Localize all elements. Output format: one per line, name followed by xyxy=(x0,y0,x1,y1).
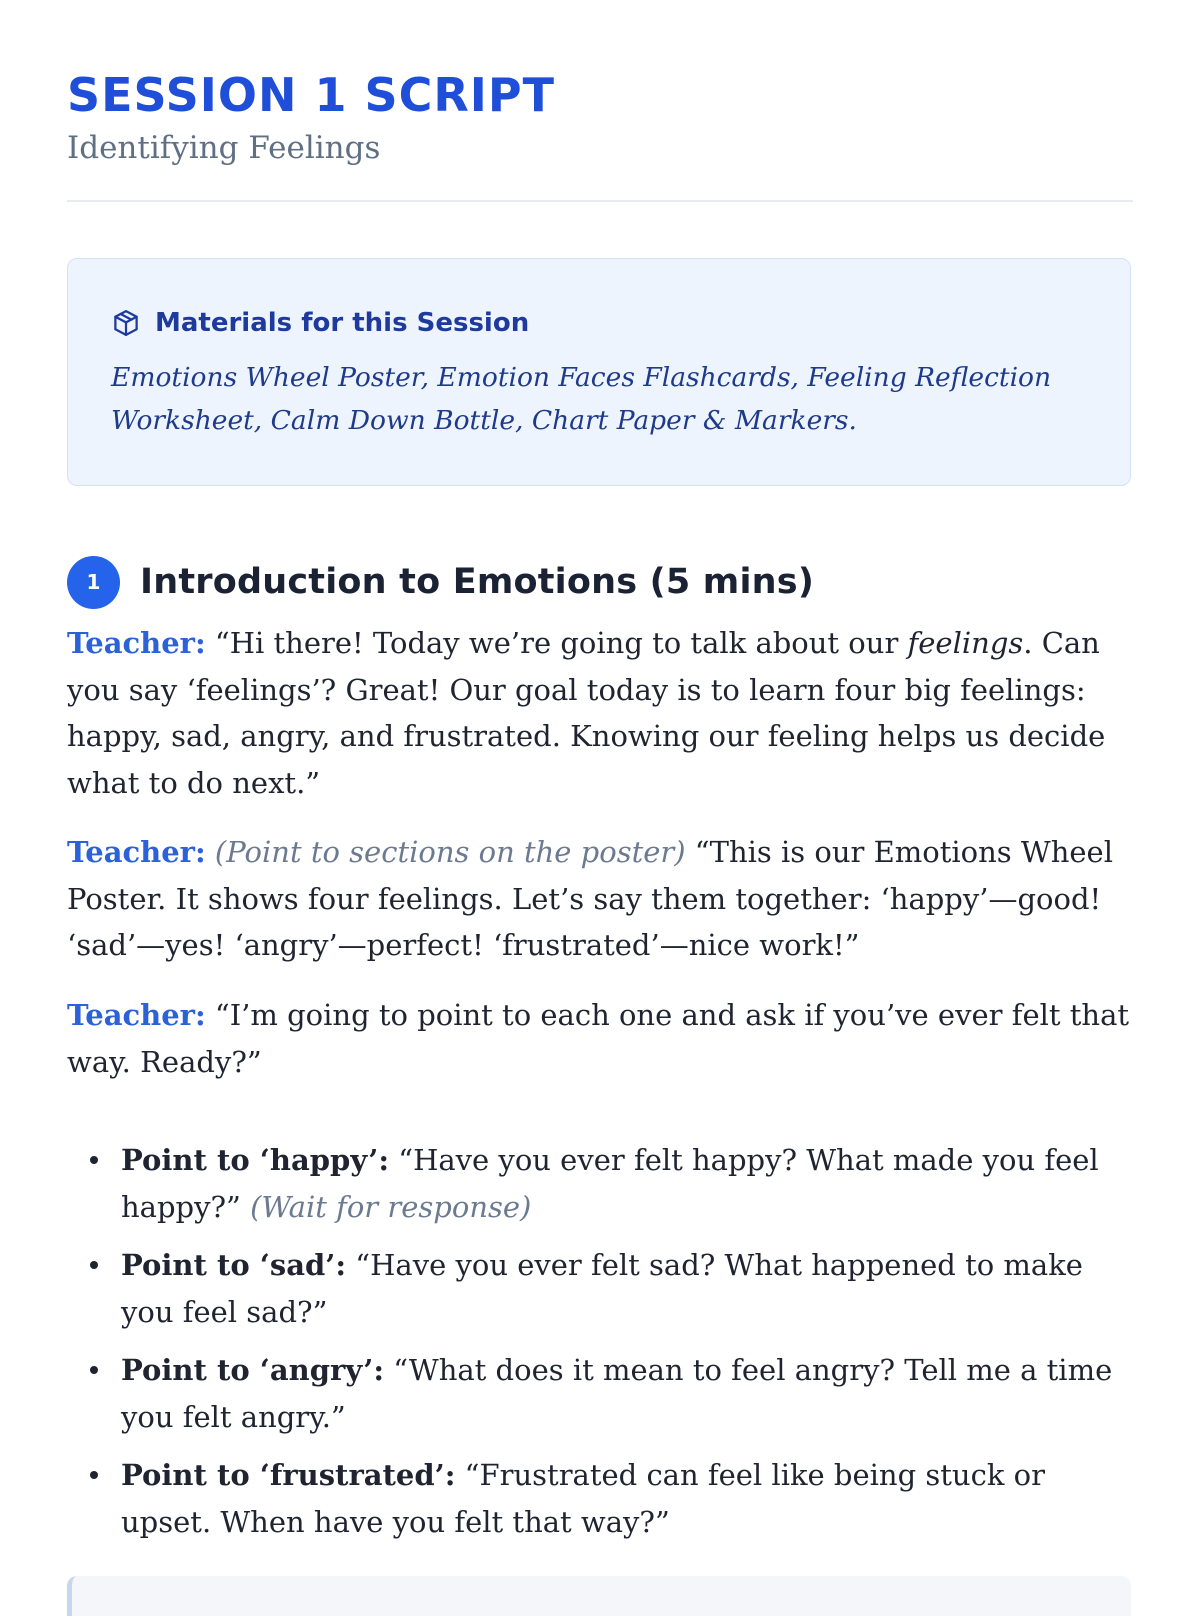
prompt-label: Point to ‘angry’: xyxy=(121,1353,385,1387)
teacher-line-1 xyxy=(67,620,1133,806)
teacher-line-text: “I’m going to point to each one and ask if you’ve ever felt that way. Ready?” xyxy=(67,998,1130,1079)
teacher-line-3 xyxy=(67,992,1133,1085)
teacher-line-2 xyxy=(67,829,1133,969)
materials-header xyxy=(111,305,529,341)
list-item xyxy=(67,1242,1133,1335)
section-title: Introduction to Emotions (5 mins) xyxy=(140,562,815,602)
speaker-label: Teacher: xyxy=(67,998,206,1032)
emphasis-word: feelings xyxy=(907,626,1024,660)
materials-callout xyxy=(67,258,1131,486)
teacher-line-text: “Hi there! Today we’re going to talk about our xyxy=(205,626,908,660)
teacher-line-text: . Can you say ‘feelings’? Great! Our goal today is to learn four big feelings: happy, sad, angry, and frustrated. Knowing our feeling helps us decide what to do next.” xyxy=(67,626,1106,800)
prompt-label: Point to ‘sad’: xyxy=(121,1248,347,1282)
prompt-label: Point to ‘happy’: xyxy=(121,1143,390,1177)
header-divider xyxy=(67,200,1133,202)
list-item xyxy=(67,1137,1133,1230)
prompt-text: “Have you ever felt sad? What happened to make you feel sad?” xyxy=(121,1248,1083,1329)
step-number-badge: 1 xyxy=(67,556,120,609)
section-heading xyxy=(67,555,814,609)
materials-list: Emotions Wheel Poster, Emotion Faces Flashcards, Feeling Reflection Worksheet, Calm Down Bottle, Chart Paper & Markers. xyxy=(111,362,1052,436)
teacher-line-text: “This is our Emotions Wheel Poster. It shows four feelings. Let’s say them together: ‘happy’—good! ‘sad’—yes! ‘angry’—perfect! ‘frustrated’—nice work!” xyxy=(67,835,1113,962)
speaker-label: Teacher: xyxy=(67,835,206,869)
prompt-list xyxy=(67,1137,1133,1557)
stage-direction: (Point to sections on the poster) xyxy=(214,835,686,869)
list-item xyxy=(67,1452,1133,1545)
page-title: SESSION 1 SCRIPT xyxy=(67,68,556,122)
stage-direction: (Wait for response) xyxy=(250,1189,532,1224)
prompt-text: “Have you ever felt happy? What made you feel happy?” xyxy=(121,1143,1099,1224)
prompt-text: “What does it mean to feel angry? Tell me a time you felt angry.” xyxy=(121,1353,1113,1434)
package-icon xyxy=(111,308,141,338)
speaker-label: Teacher: xyxy=(67,626,206,660)
materials-heading: Materials for this Session xyxy=(155,308,530,338)
list-item xyxy=(67,1347,1133,1440)
prompt-text: “Frustrated can feel like being stuck or upset. When have you felt that way?” xyxy=(121,1458,1045,1539)
page-subtitle: Identifying Feelings xyxy=(67,130,381,166)
prompt-label: Point to ‘frustrated’: xyxy=(121,1458,456,1492)
next-callout-box xyxy=(67,1576,1131,1616)
